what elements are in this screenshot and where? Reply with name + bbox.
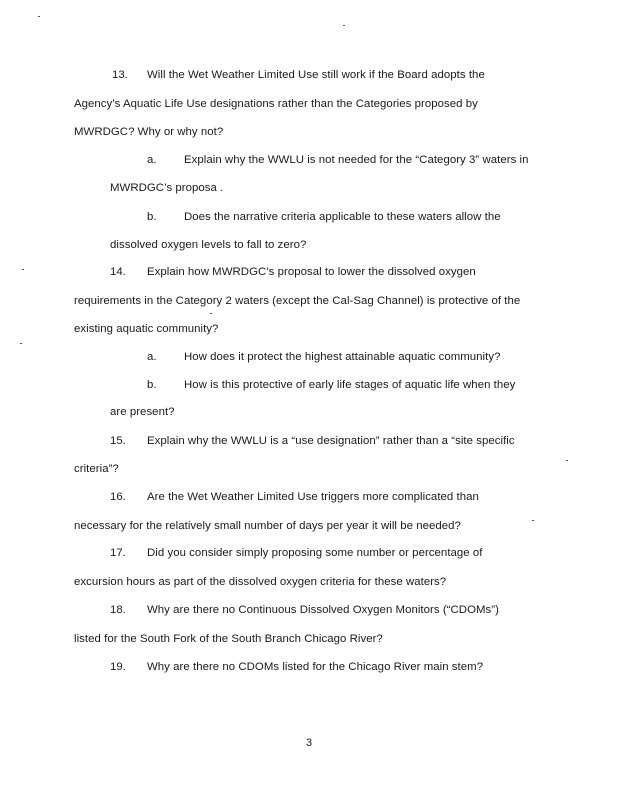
question-13-line-3: MWRDGC? Why or why not? [74,126,224,138]
question-14b-letter: b. [147,379,157,391]
question-14-line-2: requirements in the Category 2 waters (except the Cal-Sag Channel) is protective of the [74,295,521,307]
scan-speck [20,343,22,344]
scan-speck [532,520,534,521]
question-14-line-3: existing aquatic community? [74,323,219,335]
question-17-line-2: excursion hours as part of the dissolved oxygen criteria for these waters? [74,576,447,588]
question-13-number: 13. [112,69,128,81]
question-15-line-1: Explain why the WWLU is a “use designation” rather than a “site specific [147,435,515,447]
question-16-line-1: Are the Wet Weather Limited Use triggers more complicated than [147,491,479,503]
question-14b-line-2: are present? [110,406,175,418]
question-14a-line-1: How does it protect the highest attainable aquatic community? [184,351,501,363]
question-13a-line-1: Explain why the WWLU is not needed for the “Category 3” waters in [184,154,529,166]
question-18-line-2: listed for the South Fork of the South Branch Chicago River? [74,633,383,645]
question-17-number: 17. [110,547,126,559]
question-13a-line-2: MWRDGC’s proposa . [110,182,224,194]
question-13-line-1: Will the Wet Weather Limited Use still work if the Board adopts the [147,69,485,81]
question-13b-line-1: Does the narrative criteria applicable to these waters allow the [184,211,501,223]
scan-speck [210,313,212,314]
scan-speck [38,16,40,17]
question-14-line-1: Explain how MWRDGC’s proposal to lower the dissolved oxygen [147,266,476,278]
scan-speck [566,460,568,461]
scan-speck [343,25,345,26]
question-18-number: 18. [110,604,126,616]
question-14b-line-1: How is this protective of early life stages of aquatic life when they [184,379,516,391]
question-16-number: 16. [110,491,126,503]
question-13b-letter: b. [147,211,157,223]
scan-speck [22,269,24,270]
question-13a-letter: a. [147,154,157,166]
question-14a-letter: a. [147,351,157,363]
question-13-line-2: Agency’s Aquatic Life Use designations rather than the Categories proposed by [74,98,478,110]
question-19-line-1: Why are there no CDOMs listed for the Chicago River main stem? [147,661,484,673]
question-18-line-1: Why are there no Continuous Dissolved Oxygen Monitors (“CDOMs”) [147,604,499,616]
question-19-number: 19. [110,661,126,673]
question-15-line-2: criteria”? [74,463,119,475]
question-14-number: 14. [110,266,126,278]
question-15-number: 15. [110,435,126,447]
page-number: 3 [306,737,313,749]
question-17-line-1: Did you consider simply proposing some number or percentage of [147,547,483,559]
question-16-line-2: necessary for the relatively small number of days per year it will be needed? [74,520,461,532]
question-13b-line-2: dissolved oxygen levels to fall to zero? [110,239,307,251]
